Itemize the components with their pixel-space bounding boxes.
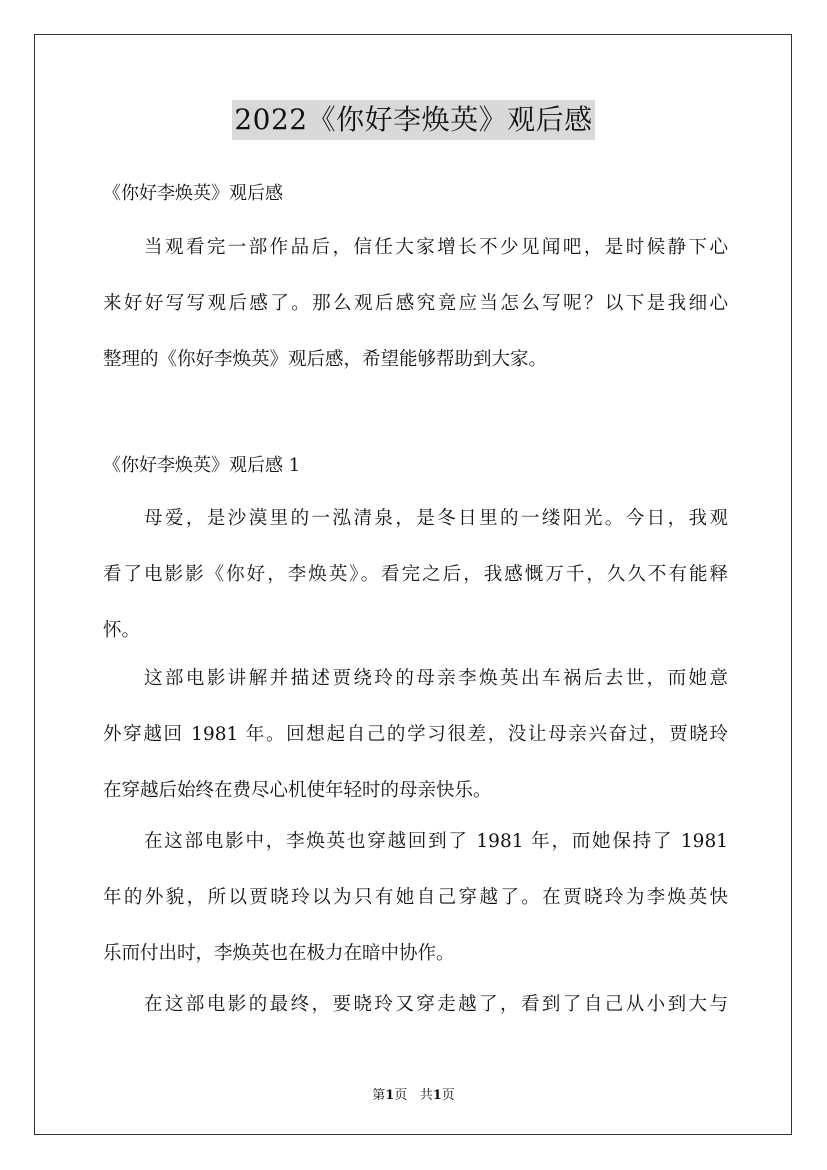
paragraph-line: 外穿越回 1981 年。回想起自己的学习很差，没让母亲兴奋过，贾晓玲 [103,724,728,745]
paragraph-line: 整理的《你好李焕英》观后感，希望能够帮助到大家。 [103,349,548,370]
paragraph-line: 年的外貌，所以贾晓玲以为只有她自己穿越了。在贾晓玲为李焕英快 [103,887,728,908]
paragraph-line: 母爱，是沙漠里的一泓清泉，是冬日里的一缕阳光。今日，我观 [144,508,728,529]
paragraph-line: 在这部电影的最终，要晓玲又穿走越了，看到了自己从小到大与 [144,994,728,1015]
title-container [0,100,827,140]
paragraph-line: 看了电影影《你好，李焕英》。看完之后，我感慨万千，久久不有能释 [103,564,728,585]
document-title: 2022《你好李焕英》观后感 [232,100,594,140]
page-footer [0,1084,827,1103]
paragraph-4 [103,993,728,1049]
paragraph-1 [103,507,728,675]
paragraph-line: 在这部电影中，李焕英也穿越回到了 1981 年，而她保持了 1981 [144,831,728,852]
paragraph-line: 当观看完一部作品后，信任大家增长不少见闻吧，是时候静下心 [144,237,728,258]
paragraph-line: 在穿越后始终在费尽心机使年轻时的母亲快乐。 [103,780,492,801]
paragraph-2 [103,667,728,835]
section-heading: 《你好李焕英》观后感 1 [103,455,301,476]
paragraph-line: 这部电影讲解并描述贾绕玲的母亲李焕英出车祸后去世，而她意 [144,668,728,689]
total-pages: 1 [432,1088,442,1103]
total-suffix: 页 [441,1088,455,1103]
paragraph-3 [103,830,728,998]
paragraph-line: 怀。 [103,620,141,641]
page-suffix: 页 [394,1088,408,1103]
intro-heading: 《你好李焕英》观后感 [103,183,283,204]
page-prefix: 第 [372,1088,386,1103]
paragraph-line: 乐而付出时，李焕英也在极力在暗中协作。 [103,943,455,964]
total-prefix: 共 [419,1088,433,1103]
page-number: 1 [385,1088,395,1103]
intro-paragraph [103,236,728,404]
paragraph-line: 来好好写写观后感了。那么观后感究竟应当怎么写呢？以下是我细心 [103,293,728,314]
